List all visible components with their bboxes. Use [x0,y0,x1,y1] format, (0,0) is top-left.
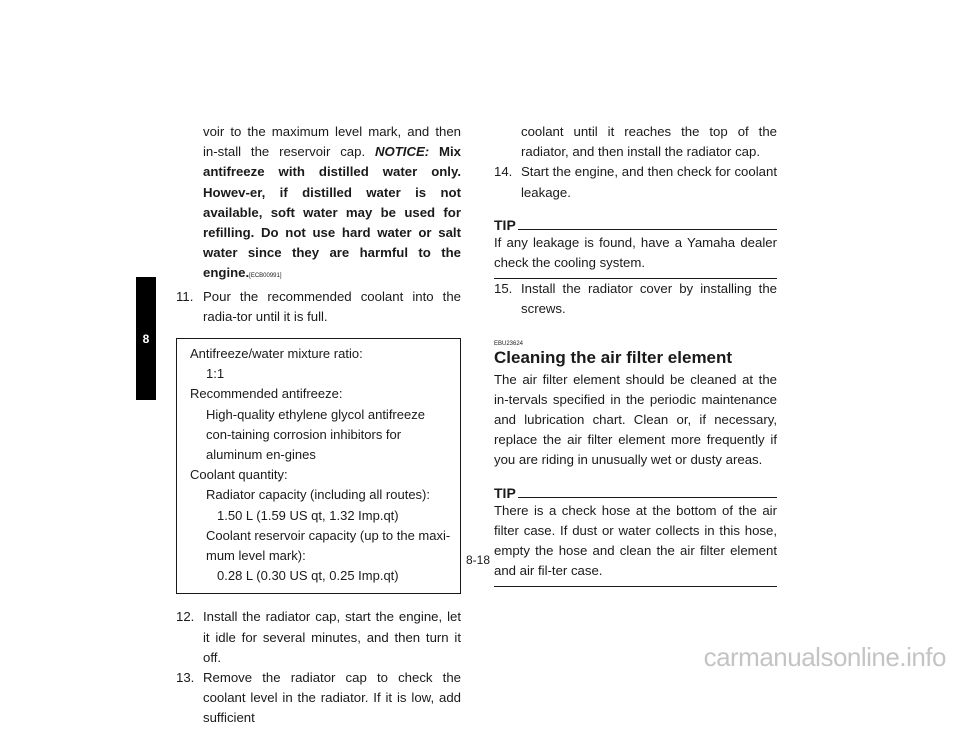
antifreeze-value: High-quality ethylene glycol antifreeze con-taining corrosion inhibitors for aluminum en-gines [206,406,425,463]
step-14 [494,162,777,202]
radiator-capacity-value: 1.50 L (1.59 US qt, 1.32 Imp.qt) [217,507,399,523]
step-15 [494,279,777,319]
page-number: 8-18 [466,553,491,567]
step-text: Start the engine, and then check for coolant leakage. [521,164,777,200]
step-number: 13. [176,670,195,686]
notice-label: NOTICE: [374,144,430,160]
radiator-capacity-label: Radiator capacity (including all routes): [206,487,430,503]
step-10-continuation [176,122,461,287]
tip-label: TIP [494,216,516,233]
step-text: Install the radiator cap, start the engine, let it idle for several minutes, and then turn it off. [203,609,461,665]
notice-text: Mix antifreeze with distilled water only. Howev-er, if distilled water is not available, soft water may be used for refilling. Do not use hard water or salt water since they are harmful to the engine. [203,144,461,281]
chapter-tab [136,277,156,400]
reservoir-capacity-value: 0.28 L (0.30 US qt, 0.25 Imp.qt) [217,568,399,584]
left-column [176,122,461,729]
section-title: Cleaning the air filter element [494,347,733,367]
step-11 [176,287,461,327]
right-column [494,122,777,587]
tip-text: If any leakage is found, have a Yamaha dealer check the cooling system. [494,234,777,271]
continuation-text: voir to the maximum level mark, and then in-stall the reservoir cap. [203,124,461,160]
tip-header [494,485,777,501]
step-13 [176,668,461,729]
tip-block-cooling [494,217,777,279]
coolant-quantity-label: Coolant quantity: [190,467,288,483]
step-number: 14. [494,164,513,180]
watermark: carmanualsonline.info [703,642,946,672]
step-text: Remove the radiator cap to check the coolant level in the radiator. If it is low, add sufficient [203,670,461,726]
step-number: 12. [176,609,195,625]
step-13-continuation: coolant until it reaches the top of the radiator, and then install the radiator cap. [521,124,777,160]
step-text: Install the radiator cover by installing the screws. [521,281,777,317]
mix-ratio-label: Antifreeze/water mixture ratio: [190,346,363,362]
step-number: 11. [176,288,194,304]
tip-block-air-filter [494,485,777,588]
mix-ratio-value: 1:1 [206,366,225,382]
tip-header [494,217,777,233]
reservoir-capacity-label: Coolant reservoir capacity (up to the maxi-mum level mark): [206,527,451,564]
step-number: 15. [494,281,513,297]
tip-label: TIP [494,484,516,501]
chapter-number: 8 [142,331,150,346]
antifreeze-label: Recommended antifreeze: [190,386,343,402]
section-body: The air filter element should be cleaned at the in-tervals specified in the periodic maintenance and lubrication chart. Clean or, if necessary, replace the air filter element more frequently if you are riding in unusually wet or dusty areas. [494,371,777,468]
notice-code: [ECB00991] [249,273,282,280]
tip-rule [518,229,777,230]
spec-box [176,338,461,594]
tip-end-rule [494,586,777,587]
section-code: EBU23624 [494,340,524,347]
step-text: Pour the recommended coolant into the radia-tor until it is full. [203,288,461,324]
tip-text: There is a check hose at the bottom of the air filter case. If dust or water collects in this hose, empty the hose and clean the air filter element and air fil-ter case. [494,502,777,579]
tip-rule [518,497,777,498]
step-12 [176,607,461,668]
